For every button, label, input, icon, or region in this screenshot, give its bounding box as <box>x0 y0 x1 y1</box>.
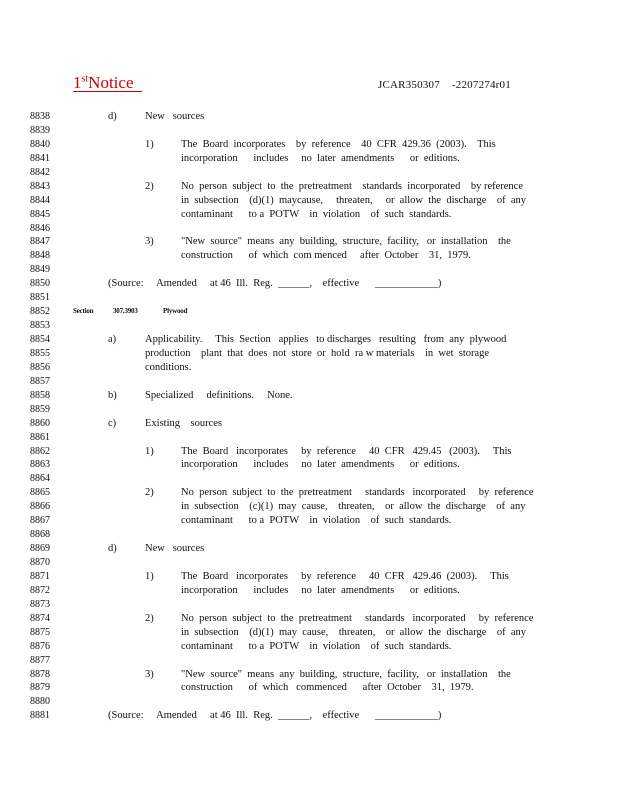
text-line <box>0 277 618 291</box>
line-text: Applicability. This Section applies to discharges resulting from any plywood <box>145 334 507 345</box>
line-number: 8850 <box>30 278 50 290</box>
line-text: conditions. <box>145 361 192 373</box>
text-line <box>0 445 618 459</box>
line-number: 8857 <box>30 375 50 387</box>
line-number: 8865 <box>30 487 50 499</box>
line-number: 8845 <box>30 208 50 220</box>
line-number: 8844 <box>30 194 50 206</box>
text-line <box>0 291 618 305</box>
text-line <box>0 695 618 709</box>
text-line <box>0 626 618 640</box>
line-number: 8854 <box>30 334 50 345</box>
text-line <box>0 389 618 403</box>
line-text: a) <box>108 334 117 345</box>
line-number: 8859 <box>30 403 50 415</box>
text-line <box>0 124 618 138</box>
line-number: 8861 <box>30 431 50 443</box>
line-text: b) <box>108 389 117 401</box>
line-text: incorporation includes no later amendments or editions. <box>181 152 460 164</box>
section-heading-text: Plywood <box>163 307 188 316</box>
text-line <box>0 612 618 626</box>
line-number: 8875 <box>30 626 50 638</box>
text-line <box>0 458 618 472</box>
notice-superscript: st <box>81 73 89 85</box>
text-line <box>0 514 618 528</box>
text-line <box>0 208 618 222</box>
text-line <box>0 375 618 389</box>
text-line <box>0 180 618 194</box>
text-line <box>0 417 618 431</box>
text-line <box>0 556 618 570</box>
line-number: 8852 <box>30 306 50 318</box>
line-number: 8855 <box>30 347 50 359</box>
line-text: d) <box>108 543 117 555</box>
text-line <box>0 263 618 277</box>
line-number: 8856 <box>30 361 50 373</box>
line-text: (Source: Amended at 46 Ill. Reg. ______, effective ____________) <box>108 278 442 290</box>
line-text: No person subject to the pretreatment standards incorporated by reference <box>181 487 534 499</box>
text-line <box>0 584 618 598</box>
line-text: The Board incorporates by reference 40 CFR 429.45 (2003). This <box>181 445 512 457</box>
line-text: The Board incorporates by reference 40 CFR 429.46 (2003). This <box>181 570 509 582</box>
line-text: 2) <box>145 612 154 624</box>
line-number: 8840 <box>30 138 50 150</box>
line-text: c) <box>108 417 117 429</box>
section-heading-text: 307.3903 <box>113 307 138 316</box>
line-number: 8851 <box>30 292 50 304</box>
line-number: 8839 <box>30 124 50 136</box>
line-number: 8867 <box>30 515 50 527</box>
line-number: 8878 <box>30 668 50 680</box>
text-line <box>0 152 618 166</box>
line-text: 3) <box>145 236 154 248</box>
text-line <box>0 654 618 668</box>
text-line <box>0 403 618 417</box>
line-number: 8841 <box>30 152 50 164</box>
text-line <box>0 347 618 361</box>
text-line <box>0 305 618 319</box>
line-text: New sources <box>145 543 205 555</box>
line-number: 8870 <box>30 557 50 568</box>
line-text: "New source" means any building, structure, facility, or installation the <box>181 236 511 248</box>
text-line <box>0 668 618 682</box>
line-number: 8858 <box>30 389 50 401</box>
line-number: 8866 <box>30 501 50 513</box>
line-number: 8849 <box>30 264 50 276</box>
line-number: 8881 <box>30 710 50 722</box>
text-line <box>0 500 618 514</box>
line-number: 8877 <box>30 654 50 666</box>
rule-text-body <box>0 110 618 723</box>
line-text: in subsection (d)(1) may cause, threaten, or allow the discharge of any <box>181 626 527 638</box>
text-line <box>0 709 618 723</box>
text-line <box>0 138 618 152</box>
line-number: 8874 <box>30 612 50 624</box>
text-line <box>0 194 618 208</box>
line-number: 8876 <box>30 640 50 652</box>
text-line <box>0 431 618 445</box>
line-text: No person subject to the pretreatment standards incorporated by reference <box>181 180 523 192</box>
line-number: 8864 <box>30 473 50 485</box>
line-text: 2) <box>145 180 154 192</box>
text-line <box>0 681 618 695</box>
text-line <box>0 319 618 333</box>
line-number: 8848 <box>30 250 50 262</box>
line-number: 8869 <box>30 543 50 555</box>
text-line <box>0 528 618 542</box>
line-text: New sources <box>145 111 205 122</box>
line-text: incorporation includes no later amendments or editions. <box>181 459 460 471</box>
line-number: 8873 <box>30 598 50 610</box>
line-number: 8847 <box>30 236 50 248</box>
line-number: 8862 <box>30 445 50 457</box>
text-line <box>0 235 618 249</box>
text-line <box>0 166 618 180</box>
text-line <box>0 570 618 584</box>
line-number: 8871 <box>30 570 50 582</box>
line-text: 1) <box>145 570 154 582</box>
line-text: d) <box>108 111 117 122</box>
line-number: 8868 <box>30 529 50 541</box>
line-number: 8879 <box>30 682 50 694</box>
line-text: "New source" means any building, structure, facility, or installation the <box>181 668 511 680</box>
notice-number: 1 <box>73 73 82 92</box>
text-line <box>0 486 618 500</box>
section-heading-text: Section <box>73 307 94 316</box>
line-number: 8863 <box>30 459 50 471</box>
line-number: 8872 <box>30 584 50 596</box>
line-text: The Board incorporates by reference 40 CFR 429.36 (2003). This <box>181 138 496 150</box>
text-line <box>0 361 618 375</box>
line-number: 8846 <box>30 222 50 234</box>
line-text: contaminant to a POTW in violation of such standards. <box>181 208 452 220</box>
text-line <box>0 222 618 236</box>
text-line <box>0 472 618 486</box>
jcar-document-id <box>378 79 511 91</box>
text-line <box>0 640 618 654</box>
jcar-id: JCAR350307 <box>378 79 440 91</box>
line-text: 1) <box>145 138 154 150</box>
text-line <box>0 598 618 612</box>
notice-word: Notice <box>88 73 134 92</box>
line-number: 8860 <box>30 417 50 429</box>
line-number: 8853 <box>30 320 50 332</box>
line-text: in subsection (c)(1) may cause, threaten, or allow the discharge of any <box>181 501 526 513</box>
line-number: 8842 <box>30 166 50 178</box>
line-text: incorporation includes no later amendments or editions. <box>181 584 460 596</box>
line-number: 8838 <box>30 111 50 122</box>
line-text: contaminant to a POTW in violation of such standards. <box>181 515 452 527</box>
text-line <box>0 249 618 263</box>
jcar-suffix: -2207274r01 <box>451 79 511 91</box>
line-text: construction of which com menced after October 31, 1979. <box>181 250 471 262</box>
line-text: No person subject to the pretreatment standards incorporated by reference <box>181 612 534 624</box>
line-text: construction of which commenced after October 31, 1979. <box>181 682 474 694</box>
text-line <box>0 110 618 124</box>
line-number: 8843 <box>30 180 50 192</box>
line-text: (Source: Amended at 46 Ill. Reg. ______, effective ____________) <box>108 710 442 722</box>
line-text: Existing sources <box>145 417 222 429</box>
text-line <box>0 542 618 556</box>
line-text: contaminant to a POTW in violation of such standards. <box>181 640 452 652</box>
line-text: 2) <box>145 487 154 499</box>
first-notice-heading <box>73 73 142 93</box>
line-text: Specialized definitions. None. <box>145 389 293 401</box>
line-text: production plant that does not store or hold ra w materials in wet storage <box>145 347 490 359</box>
line-text: in subsection (d)(1) maycause, threaten, or allow the discharge of any <box>181 194 527 206</box>
line-number: 8880 <box>30 696 50 708</box>
text-line <box>0 333 618 347</box>
line-text: 1) <box>145 445 154 457</box>
line-text: 3) <box>145 668 154 680</box>
